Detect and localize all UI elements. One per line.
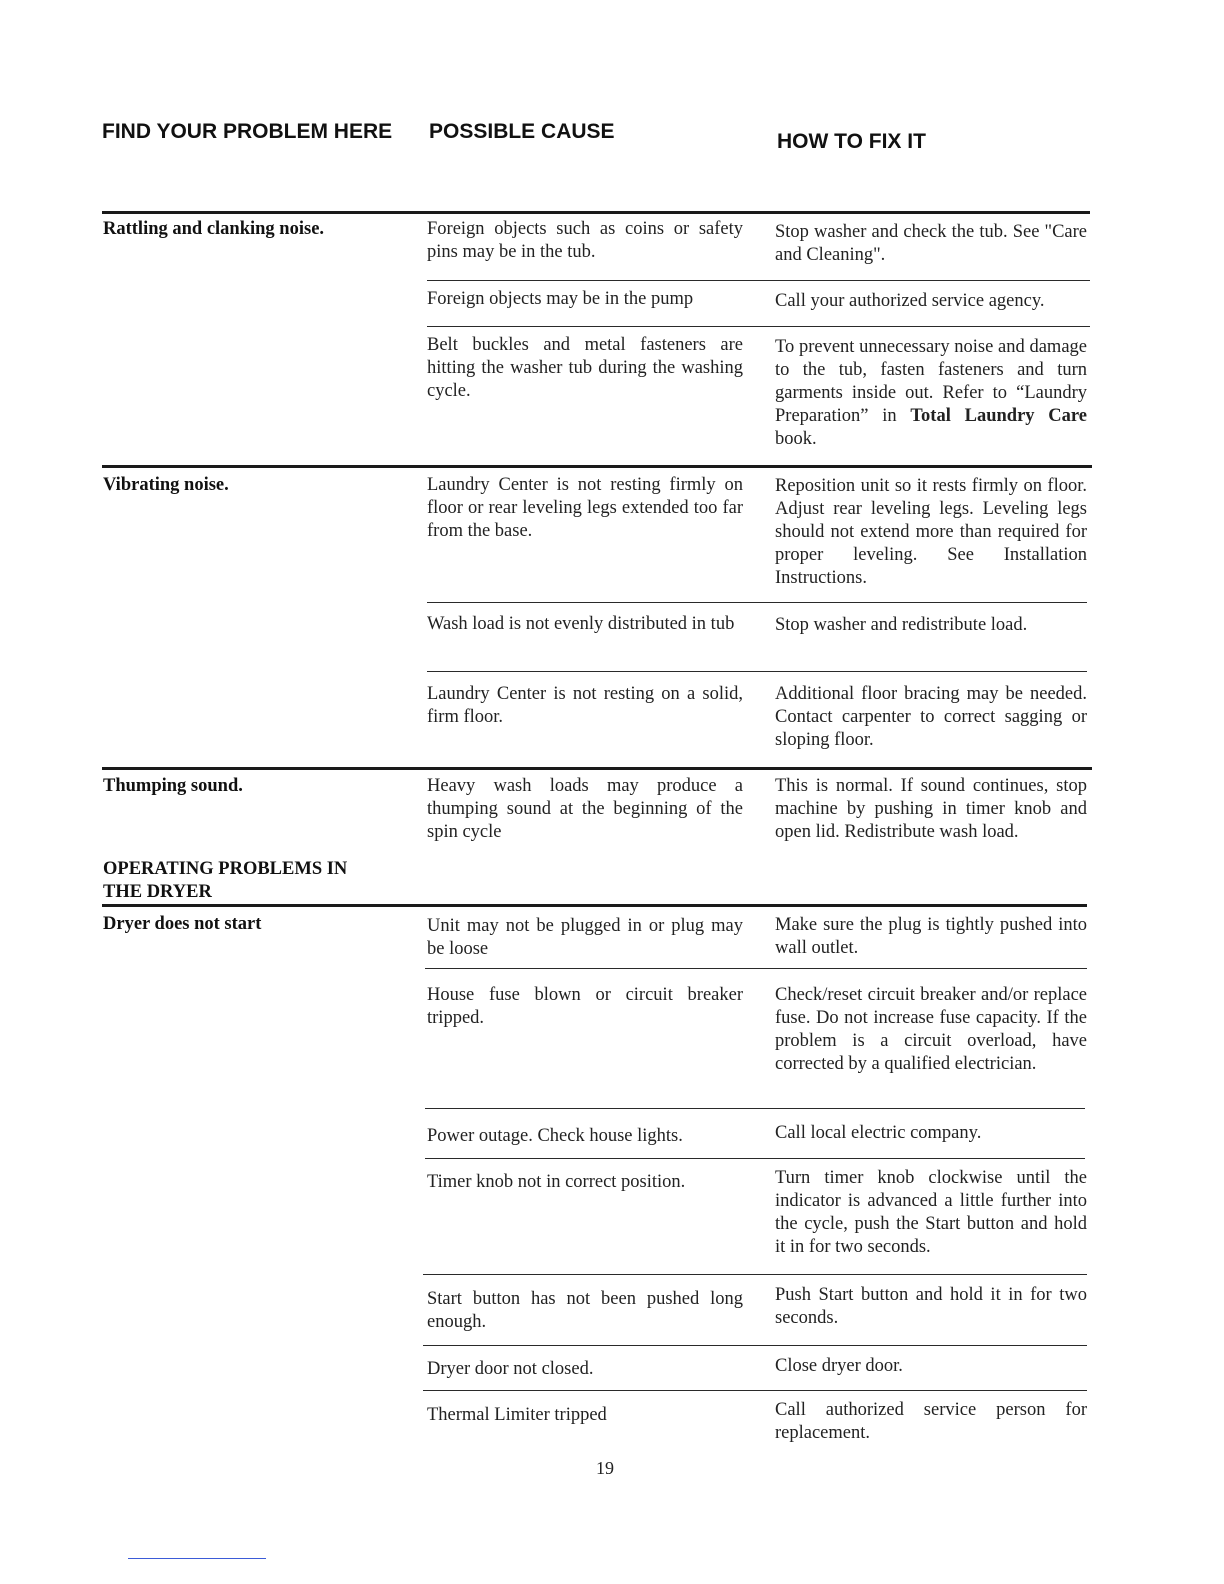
cause-cell: Dryer door not closed. [427,1359,594,1379]
bottom-edge-line [128,1558,266,1559]
section-dryer-heading: OPERATING PROBLEMS IN THE DRYER [103,859,348,902]
divider-row [427,326,1090,327]
fix-cell: Push Start button and hold it in for two seconds. [775,1285,1087,1328]
fix-cell: Stop washer and check the tub. See "Care and Cleaning". [775,222,1087,265]
divider-row [425,968,1087,969]
cause-cell: Wash load is not evenly distributed in tub [427,614,735,634]
cause-cell: Start button has not been pushed long enough. [427,1289,743,1332]
divider-row [425,1158,1085,1159]
book-title: Total Laundry Care [910,406,1087,426]
problem-thumping: Thumping sound. [103,776,243,796]
divider-row [427,671,1087,672]
header-fix: HOW TO FIX IT [777,130,926,153]
problem-vibrating: Vibrating noise. [103,475,229,495]
page-number: 19 [596,1458,614,1478]
cause-cell: Timer knob not in correct position. [427,1172,686,1192]
divider-row [423,1345,1087,1346]
fix-cell: Reposition unit so it rests firmly on floor. Adjust rear leveling legs. Leveling legs should not extend more than required for proper leveling. See Installation Instructions. [775,476,1087,588]
cause-cell: Belt buckles and metal fasteners are hitting the washer tub during the washing cycle. [427,335,743,401]
fix-text: To prevent unnecessary noise and damage to the tub, fasten fasteners and turn garments inside out. Refer to “Laundry Preparation” in [775,337,1087,426]
divider-section [102,767,1092,770]
cause-cell: Laundry Center is not resting firmly on floor or rear leveling legs extended too far from the base. [427,475,743,541]
fix-cell: Call your authorized service agency. [775,291,1045,311]
fix-cell: Additional floor bracing may be needed. Contact carpenter to correct sagging or sloping floor. [775,684,1087,750]
header-problem: FIND YOUR PROBLEM HERE [102,120,393,143]
fix-cell: Turn timer knob clockwise until the indicator is advanced a little further into the cycle, push the Start button and hold it in for two seconds. [775,1168,1087,1257]
header-cause: POSSIBLE CAUSE [429,120,615,143]
problem-rattling: Rattling and clanking noise. [103,219,325,239]
divider-row [423,1390,1087,1391]
divider-row [423,1274,1087,1275]
cause-cell: Foreign objects may be in the pump [427,289,694,309]
fix-cell: Check/reset circuit breaker and/or replace fuse. Do not increase fuse capacity. If the problem is a circuit overload, have corrected by a qualified electrician. [775,985,1087,1074]
cause-cell: Power outage. Check house lights. [427,1126,683,1146]
cause-cell: Foreign objects such as coins or safety pins may be in the tub. [427,219,743,262]
divider-section [102,465,1092,468]
divider-row [425,1108,1085,1109]
cause-cell: Heavy wash loads may produce a thumping sound at the beginning of the spin cycle [427,776,743,842]
fix-cell: Close dryer door. [775,1356,903,1376]
fix-cell: This is normal. If sound continues, stop machine by pushing in timer knob and open lid. Redistribute wash load. [775,776,1087,842]
cause-cell: Unit may not be plugged in or plug may be loose [427,916,743,959]
divider-header [102,211,1090,214]
fix-cell: Make sure the plug is tightly pushed into wall outlet. [775,915,1087,958]
cause-cell: Laundry Center is not resting on a solid, firm floor. [427,684,743,727]
cause-cell: House fuse blown or circuit breaker tripped. [427,985,743,1028]
problem-dryer-start: Dryer does not start [103,914,262,934]
fix-cell [775,336,1087,451]
cause-cell: Thermal Limiter tripped [427,1405,607,1425]
fix-cell: Call local electric company. [775,1123,982,1143]
divider-row [427,602,1087,603]
divider-section [102,904,1087,907]
divider-row [427,280,1090,281]
fix-cell: Call authorized service person for replacement. [775,1400,1087,1443]
fix-text: book. [775,429,817,449]
fix-cell: Stop washer and redistribute load. [775,615,1028,635]
